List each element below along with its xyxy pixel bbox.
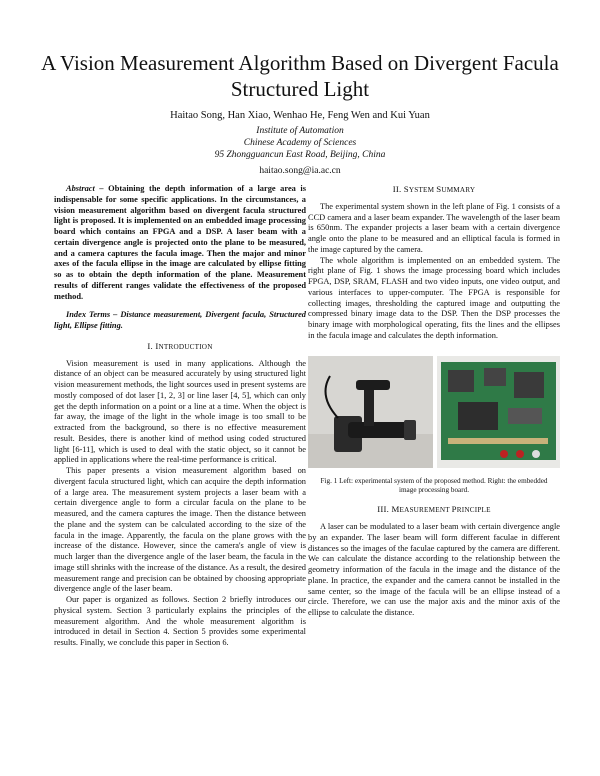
author-list: Haitao Song, Han Xiao, Wenhao He, Feng Wen and Kui Yuan xyxy=(170,110,430,121)
affiliation-line: 95 Zhongguancun East Road, Beijing, China xyxy=(214,150,386,160)
figure-1-caption: Fig. 1 Left: experimental system of the proposed method. Right: the embedded image processing board. xyxy=(320,477,548,495)
section-heading-system-summary: II. SYSTEM SUMMARY xyxy=(392,184,476,194)
figure-1-photo xyxy=(308,356,560,468)
section-heading-introduction: I. INTRODUCTION xyxy=(147,340,213,351)
right-column xyxy=(308,184,560,619)
intro-paragraph: Vision measurement is used in many applications. Although the distance of an object can be measured accurately by using structured light vision measurement methods, the light sources used in present systems are mostly composed of dot laser [1, 2, 3] or line laser [4, 5], which can only get the depth information on a point or a line at a time. When the object is far away, the image of the light in the whole image is too small to be extracted from the background, so there is no effective measurement result. Besides, there is another kind of method using coded structured light [6-11], which is used to deal with the static object, so it cannot be applied in applications where the real-time performance is critical. xyxy=(54,358,306,465)
affiliation-line: Chinese Academy of Sciences xyxy=(243,138,357,148)
abstract xyxy=(54,184,306,302)
abstract-label: Abstract – xyxy=(66,184,104,193)
abstract-text: Obtaining the depth information of a large area is indispensable for some specific applications. In the circumstances, a vision measurement algorithm based on divergent facula structured light is proposed. It is implemented on an embedded image processing board which contains an FPGA and a DSP. A laser beam with a certain divergence angle is projected onto the plane to be measured, and a camera captures the facula image. Then the major and minor axes of the facula ellipse in the image are calculated by ellipse fitting so as to obtain the depth information of the plane. Measurement results of different ranges validate the effectiveness of the proposed method. xyxy=(54,184,306,301)
paper-title: A Vision Measurement Algorithm Based on Divergent Facula Structured Light xyxy=(41,51,559,101)
intro-paragraph: Our paper is organized as follows. Section 2 briefly introduces our physical system. Section 3 particularly explains the principles of the measurement algorithm. And the whole measurement algorithm is introduced in detail in Section 4. Section 5 provides some experimental results. Finally, we conclude this paper in Section 6. xyxy=(54,595,306,647)
intro-paragraph: This paper presents a vision measurement algorithm based on divergent facula structured light, which can acquire the depth information of a large area. The measurement system projects a laser beam with a certain divergence angle to form a circular facula on the plane to be measured, and the camera captures the image. Then the distance between the plane and the system can be calculated according to the size of the facula in the image. Apparently, the facula on the plane grows with the increase of the distance. However, since the camera's angle of view is much larger than the divergence angle of the laser beam, the facula in the image still shrinks with the increase of the distance. As a result, the desired measurement range and precision can be obtained by choosing appropriate divergence angle of the laser beam. xyxy=(54,466,306,594)
system-paragraph: The experimental system shown in the left plane of Fig. 1 consists of a CCD camera and a laser beam expander. The wavelength of the laser beam is 650nm. The expander projects a laser beam with a certain divergence angle onto the plane to be measured and an elliptical facula is formed in the image captured by the camera. xyxy=(308,201,560,254)
measurement-paragraph: A laser can be modulated to a laser beam with certain divergence angle by an expander. The laser beam will form different faculae in different distances so the images of the faculae captured by the camera are different. We can calculate the distance according to the relationship between the geometry information of the facula in the image and the distance of the plane. In practice, the expander and the camera cannot be installed in the same center, so the image of the facula will be an ellipse instead of a circle. Therefore, we can use the major axis and the minor axis of the ellipse to calculate the distance. xyxy=(308,522,560,617)
affiliation xyxy=(60,125,540,161)
section-heading-measurement-principle: III. MEASUREMENT PRINCIPLE xyxy=(377,504,491,515)
left-column xyxy=(54,184,306,649)
author-email[interactable]: haitao.song@ia.ac.cn xyxy=(259,166,341,176)
system-paragraph: The whole algorithm is implemented on an embedded system. The right plane of Fig. 1 shows the image processing board which includes FPGA, DSP, SRAM, FLASH and two video inputs, one video output, and various interfaces to upper-computer. The FPGA is responsible for collecting images, thresholding the captured image and outputting the compressed binary image data to the DSP. Then the DSP processes the binary image with morphological operating, fits the lines and the ellipses in the facula image and calculates the depth information. xyxy=(308,255,560,340)
affiliation-line: Institute of Automation xyxy=(256,126,344,136)
index-terms: Index Terms – Distance measurement, Divergent facula, Structured light, Ellipse fitting. xyxy=(54,310,306,330)
